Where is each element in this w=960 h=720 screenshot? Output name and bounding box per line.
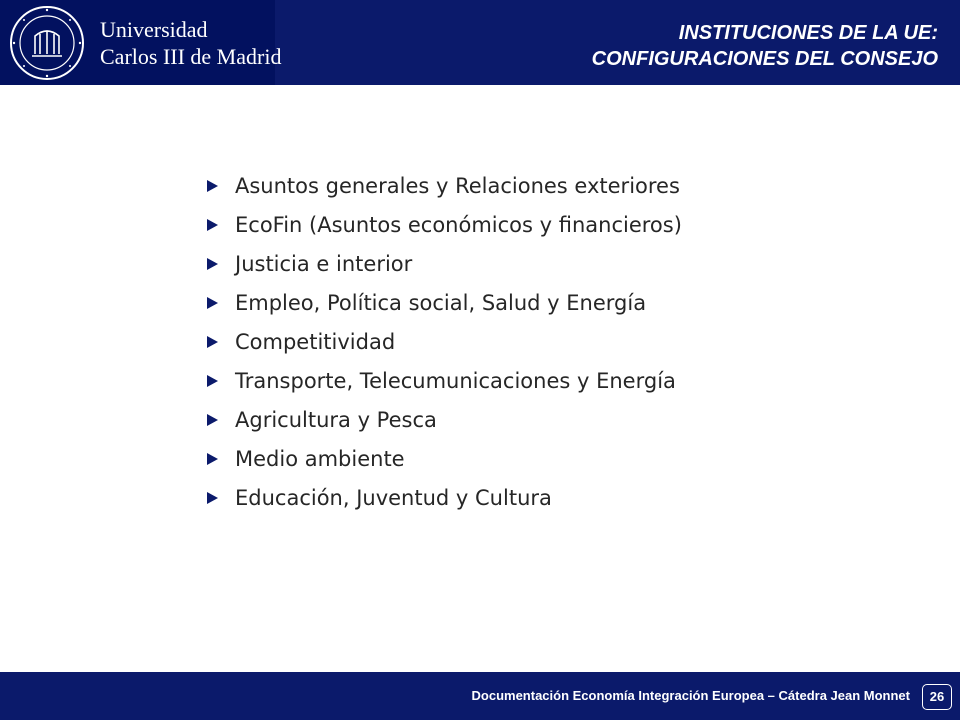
slide-title bbox=[592, 20, 938, 72]
list-item-text: Justicia e interior bbox=[235, 252, 413, 276]
triangle-bullet-icon bbox=[207, 492, 218, 504]
list-item bbox=[205, 246, 682, 285]
list-item-text: Medio ambiente bbox=[235, 447, 405, 471]
list-item-text: Competitividad bbox=[235, 330, 396, 354]
triangle-bullet-icon bbox=[207, 219, 218, 231]
list-item bbox=[205, 207, 682, 246]
list-item bbox=[205, 480, 682, 519]
triangle-bullet-icon bbox=[207, 258, 218, 270]
footer-bar bbox=[0, 672, 960, 720]
list-item-text: Agricultura y Pesca bbox=[235, 408, 437, 432]
list-item-text: Asuntos generales y Relaciones exteriores bbox=[235, 174, 680, 198]
list-item bbox=[205, 363, 682, 402]
triangle-bullet-icon bbox=[207, 414, 218, 426]
page-number: 26 bbox=[922, 684, 952, 710]
slide-title-line2: CONFIGURACIONES DEL CONSEJO bbox=[591, 48, 938, 70]
footer-caption: Documentación Economía Integración Europea – Cátedra Jean Monnet bbox=[471, 688, 910, 703]
triangle-bullet-icon bbox=[207, 336, 218, 348]
list-item bbox=[205, 285, 682, 324]
triangle-bullet-icon bbox=[207, 297, 218, 309]
list-item bbox=[205, 441, 682, 480]
list-item-text: Empleo, Política social, Salud y Energía bbox=[235, 291, 647, 315]
university-seal-icon bbox=[8, 4, 86, 82]
triangle-bullet-icon bbox=[207, 375, 218, 387]
university-name-line2: Carlos III de Madrid bbox=[100, 44, 282, 69]
triangle-bullet-icon bbox=[207, 180, 218, 192]
triangle-bullet-icon bbox=[207, 453, 218, 465]
list-item-text: EcoFin (Asuntos económicos y financieros) bbox=[235, 213, 682, 237]
list-item-text: Transporte, Telecumunicaciones y Energía bbox=[235, 369, 676, 393]
slide-title-line1: INSTITUCIONES DE LA UE: bbox=[678, 22, 938, 44]
list-item-text: Educación, Juventud y Cultura bbox=[235, 486, 552, 510]
list-item bbox=[205, 168, 682, 207]
list-item bbox=[205, 402, 682, 441]
header-bar bbox=[0, 0, 960, 85]
list-item bbox=[205, 324, 682, 363]
university-logo bbox=[0, 0, 282, 85]
university-name bbox=[100, 16, 281, 70]
university-name-line1: Universidad bbox=[100, 17, 208, 42]
council-configurations-list bbox=[205, 168, 682, 519]
